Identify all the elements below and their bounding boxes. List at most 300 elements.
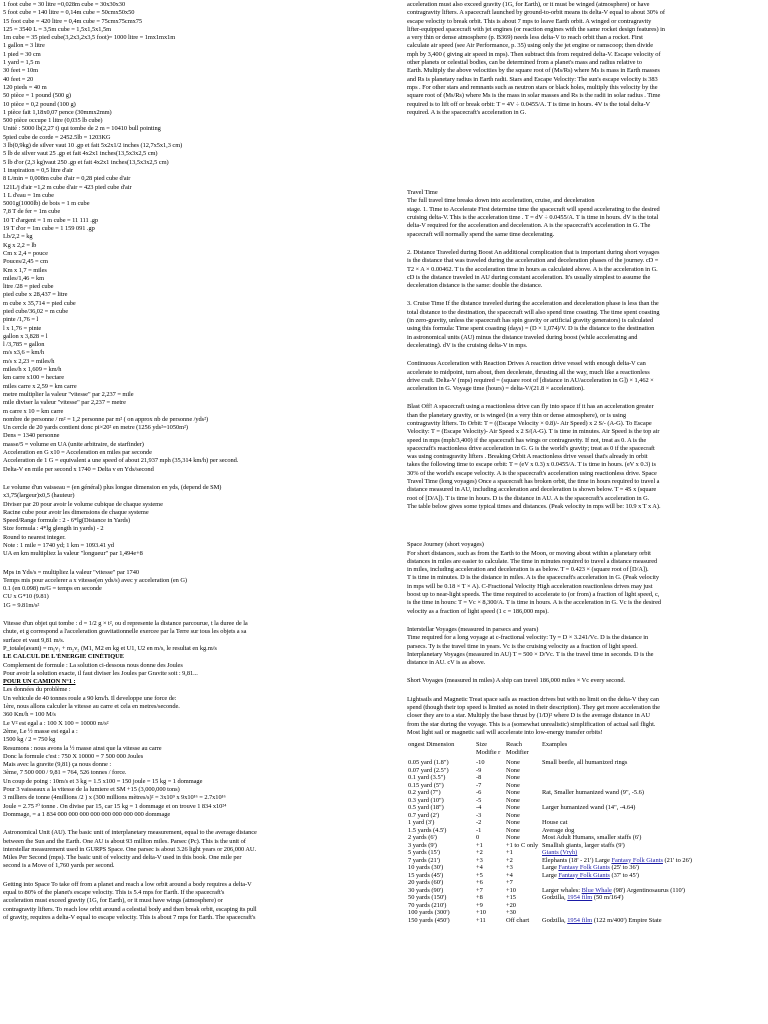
- text-line: 2. Distance Traveled during Boost An additional complication that is important during short voyages: [407, 248, 660, 256]
- text-line: takes the following time to escape orbit: T = (eV x 0.3) x 0.0455/A. T is time in hours. (eV x 0.3) is: [407, 461, 656, 469]
- examples-cell: [541, 864, 763, 872]
- example-link[interactable]: Fantasy Folk Giants: [558, 864, 610, 872]
- examples-cell: [541, 767, 763, 775]
- text-line: contragravity lifters. To reach low orbit around a celestial body and then break orbit, escaping its pull: [3, 905, 257, 913]
- conversion-line: 1 pièce fait 1,18x0,07 pence (30mmx2mm): [3, 108, 112, 116]
- conversion-line: 120 pieds = 40 m: [3, 83, 47, 91]
- size-modifier-cell: -2: [476, 819, 482, 827]
- energy-intro: [3, 662, 398, 679]
- text-line: cD is the distance traveled in AU during constant acceleration. It's usually simplest to assume the: [407, 273, 651, 281]
- conversion-line: 1 pied = 30 cm: [3, 50, 41, 58]
- table-row: [407, 834, 763, 842]
- text-line: escape velocity to break orbit. This is about 7 mps to leave Earth orbit. A winged or contragravity: [407, 17, 652, 25]
- text-line: total distance to the destination, the spacecraft will also spend time coasting. The time spent coasting: [407, 308, 660, 316]
- text-line: a very thin or dense atmosphere (p. B369) needs less delta-V to reach orbit than a rocket. First: [407, 34, 643, 42]
- text-line: Vitesse d'un objet qui tombe : d = 1/2 g × t², ou d represente la distance parcourue, t la duree de la: [3, 620, 248, 628]
- header-dimension: ongest Dimension: [408, 741, 455, 749]
- text-line: required. A is the spacecraft's acceleration in G.: [407, 108, 527, 116]
- size-modifier-cell: +3: [476, 856, 483, 864]
- text-line: Size formula : 4*lg glength in yards) - 2: [3, 525, 104, 533]
- conversion-line: Pouces/2,45 = cm: [3, 258, 48, 266]
- text-line: velocity as a fraction of light speed (1 c = 186,000 mps).: [407, 607, 549, 615]
- text-line: distance measured in AU, including acceleration and deceleration is shown below. T = 4S x (square: [407, 486, 657, 494]
- conversion-line: 125 = 3540 L = 3,5m cube = 1,5x1,5x1,5m: [3, 25, 112, 33]
- conversion-line: 3 lb(0,9kg) de silver vaut 10 .gp et fait 5x2x1/2 inches (12,7x5x1,3 cm): [3, 142, 183, 150]
- example-text: Large: [542, 871, 559, 879]
- text-line: Interstellar Voyages (measured in parsecs and years): [407, 625, 539, 633]
- text-line: x3,75(largeur)x0,5 (hauteur): [3, 492, 75, 500]
- text-line: Earth. Multiply the above velocities by the square root of (Ms/Rs) where Ms is mass in Earth masses: [407, 67, 660, 75]
- dimension-cell: 3 yards (9'): [408, 841, 437, 849]
- text-line: Time required for a long voyage at c-fractional velocity: Ty = D × 3.241/Vc. D is the distance in: [407, 634, 649, 642]
- text-line: mps . For other stars and remnants such as neutron stars or black holes, multiply this velocity by the: [407, 83, 658, 91]
- text-line: Miles Per Second (mps). The basic unit of velocity and delta-V used in this book. One mile per: [3, 854, 242, 862]
- table-row: [407, 872, 763, 880]
- reach-modifier-cell: None: [506, 804, 520, 812]
- right-column: [407, 1, 763, 924]
- dimension-cell: 100 yards (300'): [408, 909, 450, 917]
- dimension-cell: 0.07 yard (2.5"): [408, 766, 449, 774]
- travel-time-intro: [407, 197, 763, 238]
- examples-cell: [541, 917, 763, 925]
- text-line: distances in miles are easier to calculate. The time in minutes required to travel a distance measured: [407, 557, 658, 565]
- reach-modifier-cell: +4: [506, 871, 513, 879]
- table-row: [407, 879, 763, 887]
- text-line: distance in AU. cV is as above.: [407, 659, 486, 667]
- text-line: Blast Off! A spacecraft using a reactionless drive can fly into space if it has an acceleration greater: [407, 403, 654, 411]
- dimension-cell: 20 yards (60'): [408, 879, 444, 887]
- text-line: calculate air speed (see Air Performance, p. 35) using only the jet engine or ramscoop; then divide: [407, 42, 653, 50]
- text-line: in miles, including acceleration and deceleration is as below. T = 0.423 × (square root of [D/A]).: [407, 566, 649, 574]
- conversion-line: metre multiplier la valeur "vitesse" par 2,237 = mile: [3, 390, 134, 398]
- examples-cell: [541, 834, 763, 842]
- text-line: Most light sail or magnetic sail will accelerate into low-energy transfer orbits!: [407, 728, 603, 736]
- size-modifier-table: [407, 741, 763, 924]
- reach-modifier-cell: +7: [506, 879, 513, 887]
- text-line: equal to 80% of the planet's escape velocity. This is 5.4 mps for Earth. If the spacecraft's: [3, 888, 225, 896]
- travel-time-title: Travel Time: [407, 189, 438, 197]
- left-column: [3, 1, 398, 922]
- size-modifier-cell: +6: [476, 879, 483, 887]
- conversion-line: Delta-V en mile per second x 1740 = Delta v en Yds/second: [3, 465, 154, 473]
- text-line: closer they are to a star. Multiply the base thrust by (1/D)² where D is the average distance in AU: [407, 712, 650, 720]
- example-link[interactable]: Fantasy Folk Giants: [611, 856, 663, 864]
- examples-cell: [541, 879, 763, 887]
- text-line: Velocity: T = (Escape Velocity)- Air Speed x 2 S/(A-G). T is time in minutes. Air Speed is the top air: [407, 428, 660, 436]
- conversion-line: 15 foot cube = 420 litre = 0,4m cube = 75cmx75cmx75: [3, 17, 143, 25]
- text-line: other planets or celestial bodies, can be determined from a planet's mass and radius relative to: [407, 59, 642, 67]
- examples-cell: [541, 842, 763, 850]
- text-line: chute, et g correspond a l'acceleration gravitationnelle exercee par la Terre sur tous les objets a sa: [3, 628, 247, 636]
- size-modifier-cell: +11: [476, 916, 486, 924]
- text-line: Astronomical Unit (AU). The basic unit of interplanetary measurement, equal to the average distance: [3, 829, 257, 837]
- dimension-cell: 70 yards (210'): [408, 901, 447, 909]
- text-line: 1500 kg / 2 = 750 kg: [3, 736, 56, 744]
- conversion-line: Un cercle de 20 yards contient donc pi×20² en metre (1256 yds²=1050m²): [3, 424, 188, 432]
- text-line: (in zero-gravity, unless the spacecraft has spin gravity or artificial gravity generators) is calculated: [407, 317, 654, 325]
- size-modifier-cell: -5: [476, 796, 482, 804]
- text-line: in astronomical units (AU) minus the distance traveled during boost (while accelerating and: [407, 333, 638, 341]
- example-tail: (37' to 45'): [609, 871, 639, 879]
- dimension-cell: 1.5 yards (4.5'): [408, 826, 447, 834]
- table-row: [407, 797, 763, 805]
- table-row: [407, 827, 763, 835]
- size-modifier-cell: -4: [476, 804, 482, 812]
- reach-modifier-cell: None: [506, 789, 520, 797]
- example-tail: (122 m/400') Empire State: [592, 916, 662, 924]
- text-line: The full travel time breaks down into acceleration, cruise, and deceleration: [407, 197, 595, 205]
- text-line: Resumons : nous avons la ½ masse ainsi que la vitesse au carre: [3, 744, 162, 752]
- conversion-line: Kg x 2,2 = lb: [3, 241, 37, 249]
- example-link[interactable]: Giants (Vryh): [542, 849, 578, 857]
- conversion-list: [3, 1, 398, 474]
- falling-speed-section: [3, 620, 398, 653]
- dimension-cell: 2 yards (6'): [408, 834, 437, 842]
- text-line: Un coup de poing : 10m/s et 3 kg = 1.5 x100 = 150 joule = 15 kg = 1 dommage: [3, 777, 203, 785]
- conversion-line: Lb/2,2 = kg: [3, 233, 33, 241]
- example-text: Most Adult Humans, smaller staffs (6'): [542, 834, 642, 842]
- examples-cell: [541, 872, 763, 880]
- size-modifier-cell: 0: [476, 834, 480, 842]
- conversion-line: l x 1,76 = pinte: [3, 324, 42, 332]
- text-line: acceleration in G. Voyage time (hours) = delta-V/(21.8 × acceleration).: [407, 385, 585, 393]
- conversion-line: 1 gallon = 3 litre: [3, 42, 45, 50]
- text-line: 360 Km/h = 100 M/s: [3, 711, 56, 719]
- conversion-line: Km x 1,7 = miles: [3, 266, 47, 274]
- table-row: [407, 887, 763, 895]
- distance-boost-section: [407, 249, 763, 290]
- conversion-line: l /3,785 = gallon: [3, 341, 45, 349]
- size-modifier-cell: -9: [476, 766, 482, 774]
- table-row: [407, 902, 763, 910]
- text-line: drive craft. Delta-V (mps) required = (square root of [distance in AU/acceleration in G]) × 1,462 ×: [407, 376, 654, 384]
- short-voyages-title: Space Journey (short voyages): [407, 541, 484, 549]
- text-line: contragravity lifters. To Orbit: T = ((Escape Velocity × 0.8)/- Air Speed) x 2 S/- (A-G). To Escape: [407, 419, 652, 427]
- conversion-line: pied cube/36,02 = m cube: [3, 307, 69, 315]
- examples-cell: [541, 902, 763, 910]
- conversion-line: Dens = 1340 personne: [3, 432, 60, 440]
- text-line: Donc la formule c'est : 750 X 10000 = 7 500 000 Joules: [3, 752, 144, 760]
- reach-modifier-cell: None: [506, 811, 520, 819]
- table-row: [407, 917, 763, 925]
- text-line: Joule = 2.75 ²⁰ tonne . On divise par 15, car 15 kg = 1 dommage et on trouve 1 834 x10²⁴: [3, 802, 227, 810]
- conversion-line: 1 L d'eau = 1m cube: [3, 191, 54, 199]
- conversion-line: m carre x 10 = km carre: [3, 407, 64, 415]
- reach-modifier-cell: +30: [506, 909, 516, 917]
- energy-title: LE CALCUL DE L'ÉNERGIE CINÉTIQUE: [3, 653, 124, 661]
- size-modifier-cell: +9: [476, 901, 483, 909]
- continuous-acceleration-section: [407, 360, 763, 393]
- size-modifier-cell: -3: [476, 811, 482, 819]
- header-size-modifier: Size Modifie r: [476, 741, 501, 757]
- conversion-line: 1m cube = 35 pied cube(3,2x3,2x3,5 foot)= 1000 litre = 1mx1mx1m: [3, 34, 176, 42]
- conversion-line: Acceleration de 1 G = equivalent a une speed of about 21,937 mph (35,314 km/h) per second.: [3, 457, 239, 465]
- example-text: Godzilla,: [542, 916, 568, 924]
- conversion-line: 30 feet = 10m: [3, 67, 39, 75]
- examples-cell: [541, 789, 763, 797]
- camion-title: POUR UN CAMION N°1 :: [3, 678, 76, 686]
- conversion-line: Cm x 2,4 = pouce: [3, 249, 48, 257]
- dimension-cell: 30 yards (90'): [408, 886, 444, 894]
- examples-cell: [541, 857, 763, 865]
- text-line: accelerate to midpoint, turn about, then decelerate, thrusting all the way, much like a reactionless: [407, 368, 650, 376]
- conversion-line: 500 pièce occupe 1 litre (0,035 lb cube): [3, 117, 103, 125]
- text-line: P_totale(avant) = m₁v₁ + m₂v₂ (M1, M2 en kg et U1, U2 en m/s, le resultat en kg.m/s: [3, 644, 217, 652]
- examples-cell: [541, 819, 763, 827]
- size-modifier-cell: +10: [476, 909, 486, 917]
- text-line: decelerating). dV is the cruising delta-V in mps.: [407, 341, 528, 349]
- examples-cell: [541, 759, 763, 767]
- text-line: Travel Time (long voyages) Once a spacecraft has broken orbit, the time in hours required to travel a: [407, 478, 660, 486]
- text-line: 0.1 (en 0.098) m/G = temps en seconde: [3, 585, 102, 593]
- conversion-line: m/s x3,6 = km/h: [3, 349, 45, 357]
- size-modifier-cell: -1: [476, 826, 482, 834]
- reach-modifier-cell: +15: [506, 894, 516, 902]
- dimension-cell: 1 yard (3'): [408, 819, 435, 827]
- text-line: stage. 1. Time to Accelerate First determine time the spacecraft will spend accelerating to the desired: [407, 205, 660, 213]
- examples-cell: [541, 774, 763, 782]
- dimension-cell: 150 yards (450'): [408, 916, 450, 924]
- text-line: For short distances, such as from the Earth to the Moon, or moving about within a planetary orbit: [407, 549, 651, 557]
- example-text: Rat, Smaller humanized wand (9", -5.6): [542, 789, 644, 797]
- conversion-line: km carre x100 = hectare: [3, 374, 65, 382]
- example-text: Godzilla,: [542, 894, 568, 902]
- conversion-line: 1 inspiration = 0,5 litre d'air: [3, 166, 73, 174]
- text-line: spacecraft will normally spend the same time decelerating.: [407, 230, 555, 238]
- text-line: square root of (Ms/Rs) where Ms is the mass in solar masses and Rs is the radii in solar radius . Time: [407, 92, 661, 100]
- text-line: Note : 1 mile = 1740 yd; 1 km = 1093.41 yd: [3, 542, 114, 549]
- conversion-line: m/s x 2,23 = miles/h: [3, 357, 55, 365]
- text-line: 3 milliers de tonne (4millions /2 ) x (300 millions mètres/s)² = 3x10⁹ x 9x10¹⁶ = 2.7x10¹⁶: [3, 794, 226, 802]
- size-modifier-cell: +4: [476, 864, 483, 872]
- example-tail: (21' to 26'): [662, 856, 693, 864]
- text-line: spend (though their top speed is limited as noted in their description). They get more acceleration the: [407, 704, 660, 711]
- conversion-line: miles/h x 1,609 = km/h: [3, 366, 62, 374]
- text-line: Speed/Range formule : 2 - 6*lg(Distance in Yards): [3, 517, 131, 525]
- size-modifier-cell: -8: [476, 774, 482, 782]
- conversion-line: 7,8 T de fer = 1m cube: [3, 208, 61, 216]
- conversion-line: 40 feet = 20: [3, 75, 34, 83]
- short-voyages-section: [407, 550, 763, 616]
- text-line: lifter-equipped spacecraft with jet engines (or reaction engines with the same rocket design features) in: [407, 25, 665, 33]
- dimension-cell: 50 yards (150'): [408, 894, 447, 902]
- text-line: in mps will be 0.18 × T × A). C-Fractional Velocity High acceleration reactionless drives may just: [407, 582, 653, 590]
- example-text: Large: [542, 864, 559, 872]
- conversion-line: pinte /1,76 = l: [3, 316, 39, 324]
- text-line: surface et vaut 9,81 m/s.: [3, 636, 65, 644]
- text-line: Lightsails and Magnetic Treat space sails as reaction drives but with no limit on the delta-V they can: [407, 695, 659, 703]
- text-line: is the distance that was traveled during the acceleration and deceleration phases of the journey. cD =: [407, 257, 659, 265]
- example-link[interactable]: 1954 film: [567, 916, 593, 924]
- text-line: Mais avec la gravite (9,81) ça nous donne :: [3, 761, 112, 769]
- size-modifier-cell: -10: [476, 759, 485, 767]
- table-row: [407, 812, 763, 820]
- interstellar-section: [407, 626, 763, 667]
- example-text: House cat: [542, 819, 568, 827]
- text-line: T is time in minutes. D is the distance in miles. A is the spacecraft's acceleration in G. (Peak velocity: [407, 574, 660, 582]
- examples-cell: [541, 887, 763, 895]
- reach-modifier-cell: None: [506, 774, 520, 782]
- text-line: mph by 3,400 ( giving air speed in mps). Then subtract this from required delta-V. Escape velocity of: [407, 50, 661, 58]
- conversion-line: masse/5 = volume en UA (unite arbitraire, de starfinder): [3, 440, 144, 448]
- conversion-line: mile diviser la valeur "vitesse" par 2,237 = metre: [3, 399, 126, 407]
- text-line: spacecraft's reactionless drive acceleration in G. G is the world's gravity; treat as 0 if the spacecraft: [407, 444, 655, 452]
- text-line: Le V² est egal a : 100 X 100 = 10000 m/s²: [3, 719, 109, 727]
- table-row: [407, 789, 763, 797]
- conversion-line: 8 L/min = 0,008m cube d'air = 0,28 pied cube d'air: [3, 175, 131, 183]
- text-line: from the star during the voyage. This is a (somewhat unrealistic) simplification of actual sail flight.: [407, 720, 656, 728]
- conversion-line: miles carre x 2,59 = km carre: [3, 382, 77, 390]
- reach-modifier-cell: None: [506, 781, 520, 789]
- reach-modifier-cell: +2: [506, 856, 513, 864]
- conversion-line: 50 pièce = 1 pound (500 g): [3, 92, 71, 100]
- dimension-cell: 5 yards (15'): [408, 849, 441, 857]
- table-row: [407, 909, 763, 917]
- text-line: Round to nearest integer.: [3, 533, 66, 541]
- example-text: Small beetle, all humanized rings: [542, 759, 628, 767]
- text-line: Mps in Yds/s = multipliez la valeur "vitesse" par 1740: [3, 568, 139, 576]
- example-text: Smallish giants, larger staffs (9'): [542, 841, 625, 849]
- conversion-line: pied cube x 28,437 = litre: [3, 291, 68, 299]
- text-line: Le volume d'un vaisseau = (en général) plus longue dimension en yds, (depend de SM): [3, 483, 222, 491]
- lightsails-section: [407, 696, 763, 737]
- conversion-line: Acceleration en G x10 = Acceleration en miles par seconde: [3, 449, 152, 457]
- conversion-line: 1 foot cube = 30 litre =0,028m cube = 30x30x30: [3, 1, 126, 8]
- examples-cell: [541, 827, 763, 835]
- conversion-line: 5 lb d'or (2,3 kg)vaut 250 .gp et fait 4x2x1 inches(13,5x3x2,5 cm): [3, 158, 169, 166]
- text-line: than the planetary gravity, or is winged (in a very thin or dense atmosphere), or is using: [407, 411, 627, 419]
- reach-modifier-cell: Off chart: [506, 916, 530, 924]
- dimension-cell: 0.7 yard (2'): [408, 811, 440, 819]
- conversion-line: miles/1,46 = km: [3, 274, 45, 282]
- text-line: 1G = 9.81m/s²: [3, 601, 40, 609]
- table-row: [407, 782, 763, 790]
- text-line: acceleration must also exceed gravity (1G, for Earth), or it must be winged (atmosphere) or have: [407, 1, 650, 8]
- text-line: is the time in hours: T = Vc × 8,300/A. T is time in hours. A is the acceleration in G. Vc is the desired: [407, 599, 662, 607]
- text-line: Diviser par 20 pour avoir le volume cubique de chaque systeme: [3, 500, 163, 508]
- ship-volume-section: [3, 484, 398, 559]
- escape-velocity-section: [407, 1, 763, 117]
- dimension-cell: 0.2 yard (7"): [408, 789, 441, 797]
- text-line: CU x G*10 (9.81): [3, 593, 49, 601]
- text-line: 2ème, Le ½ masse est egal a :: [3, 727, 78, 735]
- text-line: 30% of the world's escape velocity. A is the spacecraft's acceleration using reactionless drive. Space: [407, 469, 657, 477]
- text-line: required is to lift off or break orbit: T = 4V ÷ 0.0455/A. T is time in hours. 4V is the total delta-V: [407, 100, 651, 108]
- reach-modifier-cell: +3: [506, 864, 513, 872]
- conversion-line: m cube x 35,714 = pied cube: [3, 299, 76, 307]
- conversion-line: 19 T d'or = 1m cube = 1 159 091 .gp: [3, 225, 95, 233]
- example-text: Larger humanized wand (14", -4.64): [542, 804, 636, 812]
- table-header-row: [407, 741, 763, 759]
- blast-off-section: [407, 403, 763, 511]
- text-line: interstellar measurement used in GURPS Space. One parsec is about 3.26 light years or 206,000 AU.: [3, 845, 257, 853]
- text-line: delta-V required for the acceleration and deceleration. A is the spacecraft's acceleration in G. The: [407, 222, 651, 230]
- text-line: second is a Move of 1,760 yards per second.: [3, 862, 115, 870]
- reach-modifier-cell: +1: [506, 849, 513, 857]
- dimension-cell: 0.3 yard (10"): [408, 796, 444, 804]
- text-line: acceleration must exceed gravity (1G, for Earth), or it must have wings (atmosphere) or: [3, 897, 223, 905]
- text-line: boost up to near-light speeds. The time required to accelerate to (or from) a fraction of light speed, c,: [407, 591, 660, 599]
- reach-modifier-cell: None: [506, 796, 520, 804]
- text-line: 3ème, 7 500 000 / 9,81 = 764, 526 tonnes / force.: [3, 769, 127, 777]
- text-line: T2 × A × 0.00462. T is the acceleration time in hours as calculated above. A is the acceleration in G.: [407, 265, 658, 273]
- table-row: [407, 864, 763, 872]
- table-row: [407, 767, 763, 775]
- reach-modifier-cell: None: [506, 834, 520, 842]
- table-body: [407, 759, 763, 924]
- text-line: 3. Cruise Time If the distance traveled during the acceleration and deceleration phase is less than the: [407, 300, 659, 308]
- example-text: Average dog: [542, 826, 575, 834]
- conversion-line: 5 lb de silver vaut 25 .gp et fait 4x2x1 inches(13,5x3x2,5 cm): [3, 150, 158, 158]
- table-row: [407, 774, 763, 782]
- header-reach-modifier: Reach Modifier: [506, 741, 529, 757]
- reach-modifier-cell: None: [506, 826, 520, 834]
- dimension-cell: 0.05 yard (1.8"): [408, 759, 449, 767]
- reach-modifier-cell: +10: [506, 886, 516, 894]
- text-line: Un vehicule de 40 tonnes roule a 90 km/h. Il developpe une force de:: [3, 694, 177, 702]
- cruise-time-section: [407, 300, 763, 350]
- example-link[interactable]: Fantasy Folk Giants: [558, 871, 610, 879]
- dimension-cell: 10 yards (30'): [408, 864, 444, 872]
- truck-example: [3, 686, 398, 819]
- reach-modifier-cell: None: [506, 759, 520, 767]
- example-text: Elephants (18' - 21') Large: [542, 856, 612, 864]
- examples-cell: [541, 909, 763, 917]
- conversion-line: 5 foot cube = 140 litre = 0,14m cube = 50cmx50x50: [3, 9, 135, 17]
- text-line: and Rs is planetary radius in Earth radii. Stars and Escape Velocity: The sun's escape velocity is 383: [407, 75, 658, 83]
- size-modifier-cell: -6: [476, 789, 482, 797]
- text-line: was using contragravity lifters . Breaking Orbit A reactionless drive vessel that's already in orbit: [407, 453, 648, 461]
- mps-section: [3, 569, 398, 610]
- astronomical-unit-section: [3, 829, 398, 870]
- example-link[interactable]: Blue Whale: [581, 886, 612, 894]
- text-line: Pour avoir la solution exacte, il faut diviser les Joules par Gravite soit : 9,81...: [3, 669, 198, 677]
- examples-cell: [541, 804, 763, 812]
- header-examples: Examples: [542, 741, 568, 749]
- dimension-cell: 0.15 yard (5"): [408, 781, 444, 789]
- conversion-line: 10 pièce = 0,2 pound (100 g): [3, 100, 76, 108]
- text-line: contragravity lifters. A spacecraft launched by ground-to-orbit means its delta-V equal to about 30% of: [407, 9, 665, 17]
- dimension-cell: 7 yards (21'): [408, 856, 441, 864]
- text-line: of gravity, requires a delta-V equal to escape velocity. This is about 7 mps for Earth. The spacecraft's: [3, 913, 256, 921]
- conversion-line: 121L/j d'air =1,2 m cube d'air = 423 pied cube d'air: [3, 183, 132, 191]
- conversion-line: gallon x 3,828 = l: [3, 332, 48, 340]
- text-line: 1ère, nous allons calculer la vitesse au carre et cela en metres/seconde.: [3, 703, 180, 711]
- dimension-cell: 15 yards (45'): [408, 871, 444, 879]
- dimension-cell: 0.1 yard (3.5"): [408, 774, 446, 782]
- example-link[interactable]: 1954 film: [567, 894, 593, 902]
- text-line: parsecs. Ty is the travel time in years. Vc is the cruising velocity as a fraction of light speed.: [407, 642, 638, 650]
- short-voyages-note: Short Voyages (measured in miles) A ship can travel 186,000 miles × Vc every second.: [407, 677, 626, 685]
- example-tail: (25' to 36'): [609, 864, 639, 872]
- size-modifier-cell: +8: [476, 894, 483, 902]
- text-line: using this formula: Time spent coasting (days) = (D × 1,074)/V. D is the distance to the destination: [407, 325, 655, 333]
- text-line: Racine cube pour avoir les dimensions de chaque systeme: [3, 508, 149, 516]
- table-row: [407, 857, 763, 865]
- size-modifier-cell: +5: [476, 871, 483, 879]
- text-line: Pour 3 vaisseaux a la vitesse de la lumiere et SM +15 (3,000,000 tons): [3, 786, 180, 794]
- reach-modifier-cell: +1 to C only: [506, 841, 539, 849]
- conversion-line: 10 T d'argent = 1 m cube = 11 111 .gp: [3, 216, 99, 224]
- getting-into-space-section: [3, 881, 398, 922]
- examples-cell: [541, 782, 763, 790]
- examples-cell: [541, 812, 763, 820]
- text-line: Interplanetary Voyages (measured in AU) T = 500 × D/Vc. T is the travel time in seconds. D is the: [407, 650, 654, 658]
- reach-modifier-cell: +20: [506, 901, 516, 909]
- text-line: speed in mps (mph/3,400) if the spacecraft has wings or contragravity. If not, treat as 0. A is the: [407, 436, 647, 444]
- text-line: Dommage, = a 1 834 000 000 000 000 000 000 000 000 dommage: [3, 810, 171, 818]
- text-line: Temps mis pour accelerer a x vitesse(en yds/s) avec y acceleration (en G): [3, 576, 187, 584]
